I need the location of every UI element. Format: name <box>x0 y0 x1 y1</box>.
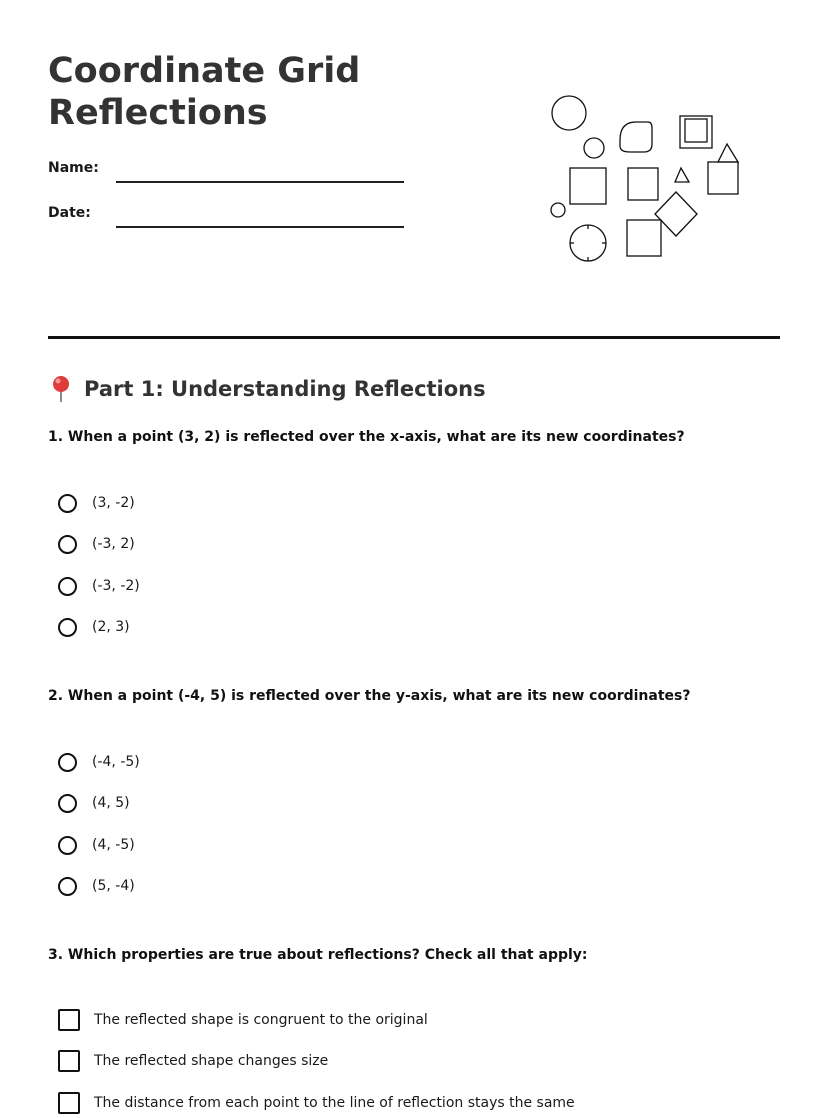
checkbox[interactable] <box>58 1092 80 1114</box>
q3-option-a[interactable] <box>58 1008 428 1032</box>
option-label: (3, -2) <box>92 495 135 511</box>
q1-option-c[interactable] <box>58 574 140 598</box>
name-field[interactable] <box>116 181 404 183</box>
radio-button[interactable] <box>58 794 77 813</box>
worksheet-title: Coordinate Grid Reflections <box>48 51 361 133</box>
option-label: The reflected shape changes size <box>94 1053 329 1069</box>
q2-option-a[interactable] <box>58 750 140 774</box>
option-label: The reflected shape is congruent to the original <box>94 1012 428 1028</box>
checkbox[interactable] <box>58 1009 80 1031</box>
part1-heading <box>48 374 486 404</box>
radio-button[interactable] <box>58 836 77 855</box>
question-3: 3. Which properties are true about reflections? Check all that apply: <box>48 947 588 963</box>
geometric-shapes-illustration <box>540 88 750 268</box>
q1-option-b[interactable] <box>58 532 135 556</box>
date-label: Date: <box>48 205 91 221</box>
checkbox[interactable] <box>58 1050 80 1072</box>
option-label: (-3, 2) <box>92 536 135 552</box>
question-1: 1. When a point (3, 2) is reflected over the x-axis, what are its new coordinates? <box>48 429 685 445</box>
q1-option-a[interactable] <box>58 491 135 515</box>
radio-button[interactable] <box>58 753 77 772</box>
q2-option-b[interactable] <box>58 791 130 815</box>
option-label: The distance from each point to the line of reflection stays the same <box>94 1095 575 1111</box>
section-divider <box>48 336 780 339</box>
q2-option-c[interactable] <box>58 833 135 857</box>
radio-button[interactable] <box>58 877 77 896</box>
q3-option-b[interactable] <box>58 1049 328 1073</box>
radio-button[interactable] <box>58 577 77 596</box>
option-label: (5, -4) <box>92 878 135 894</box>
option-label: (4, -5) <box>92 837 135 853</box>
name-label: Name: <box>48 160 99 176</box>
option-label: (-3, -2) <box>92 578 140 594</box>
option-label: (2, 3) <box>92 619 130 635</box>
part1-heading-text: Part 1: Understanding Reflections <box>84 377 486 401</box>
q2-option-d[interactable] <box>58 874 135 898</box>
question-2: 2. When a point (-4, 5) is reflected over the y-axis, what are its new coordinates? <box>48 688 691 704</box>
radio-button[interactable] <box>58 535 77 554</box>
radio-button[interactable] <box>58 618 77 637</box>
radio-button[interactable] <box>58 494 77 513</box>
q1-option-d[interactable] <box>58 615 130 639</box>
date-field[interactable] <box>116 226 404 228</box>
option-label: (4, 5) <box>92 795 130 811</box>
pushpin-icon <box>48 375 74 403</box>
q3-option-c[interactable] <box>58 1091 575 1115</box>
option-label: (-4, -5) <box>92 754 140 770</box>
